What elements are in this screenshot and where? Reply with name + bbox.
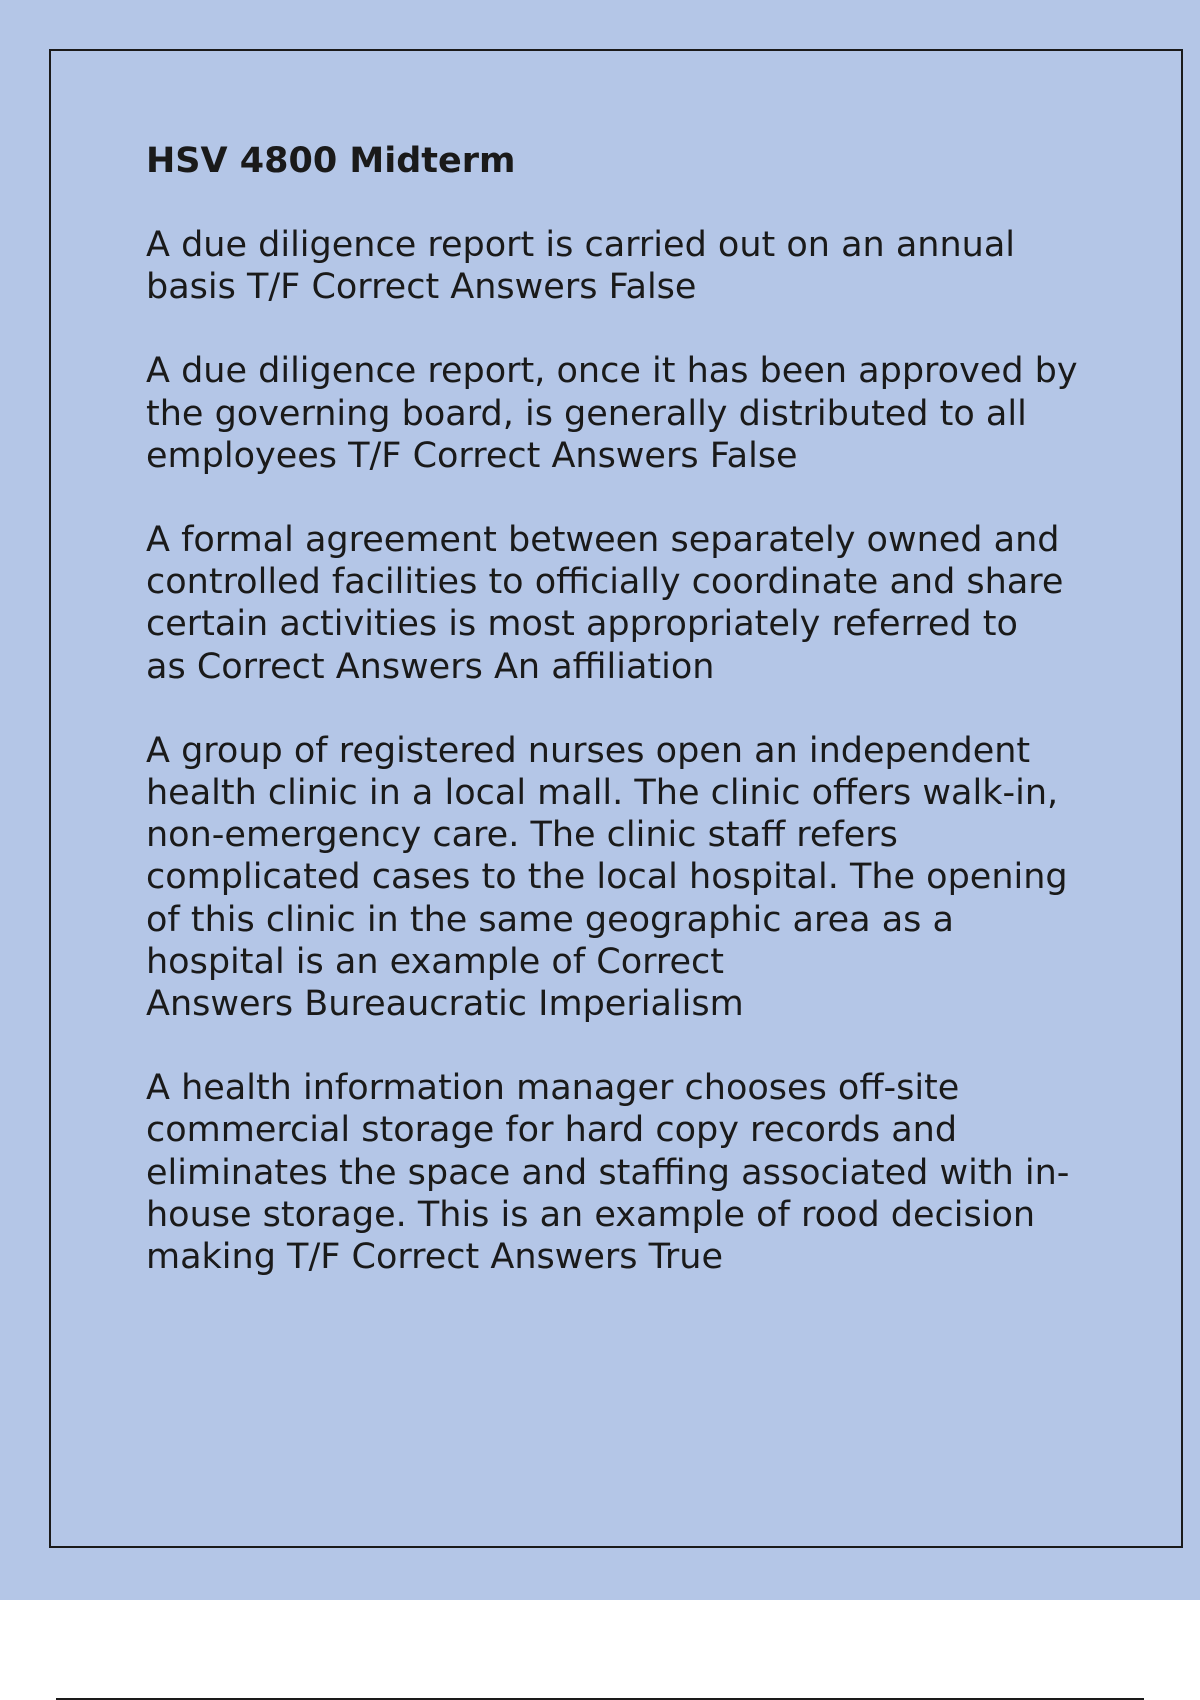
qa-item [146, 224, 1086, 308]
document-content [146, 140, 1086, 1320]
question-text: A formal agreement between separately owned and controlled facilities to officially coordinate and share certain activities is most appropriately referred to as [146, 520, 1064, 687]
question-text: A health information manager chooses off-site commercial storage for hard copy records and eliminates the space and staffing associated with in-house storage. This is an example of rood decision making T/F [146, 1068, 1070, 1278]
document-title: HSV 4800 Midterm [146, 141, 516, 181]
question-text: A due diligence report, once it has been approved by the governing board, is generally distributed to all employees T/F [146, 351, 1078, 476]
question-text: A group of registered nurses open an independent health clinic in a local mall. The clinic offers walk-in, non-emergency care. The clinic staff refers complicated cases to the local hospital. The opening of this clinic in the same geographic area as a hospital is an example of [146, 730, 1068, 982]
question-text: A due diligence report is carried out on an annual basis T/F [146, 225, 1016, 308]
answer-text: True [648, 1237, 724, 1278]
answer-label: Correct Answers [311, 267, 598, 308]
qa-item [146, 1067, 1086, 1278]
answer-label: Correct Answers [412, 435, 699, 476]
answer-text: Bureaucratic Imperialism [304, 984, 744, 1025]
answer-text: An affiliation [493, 646, 715, 687]
qa-item [146, 350, 1086, 477]
qa-item [146, 730, 1086, 1025]
qa-item [146, 519, 1086, 688]
answer-text: False [709, 435, 798, 476]
answer-label: Correct Answers [351, 1237, 638, 1278]
answer-text: False [608, 267, 697, 308]
answer-label: Correct Answers [146, 941, 725, 1025]
answer-label: Correct Answers [196, 646, 483, 687]
